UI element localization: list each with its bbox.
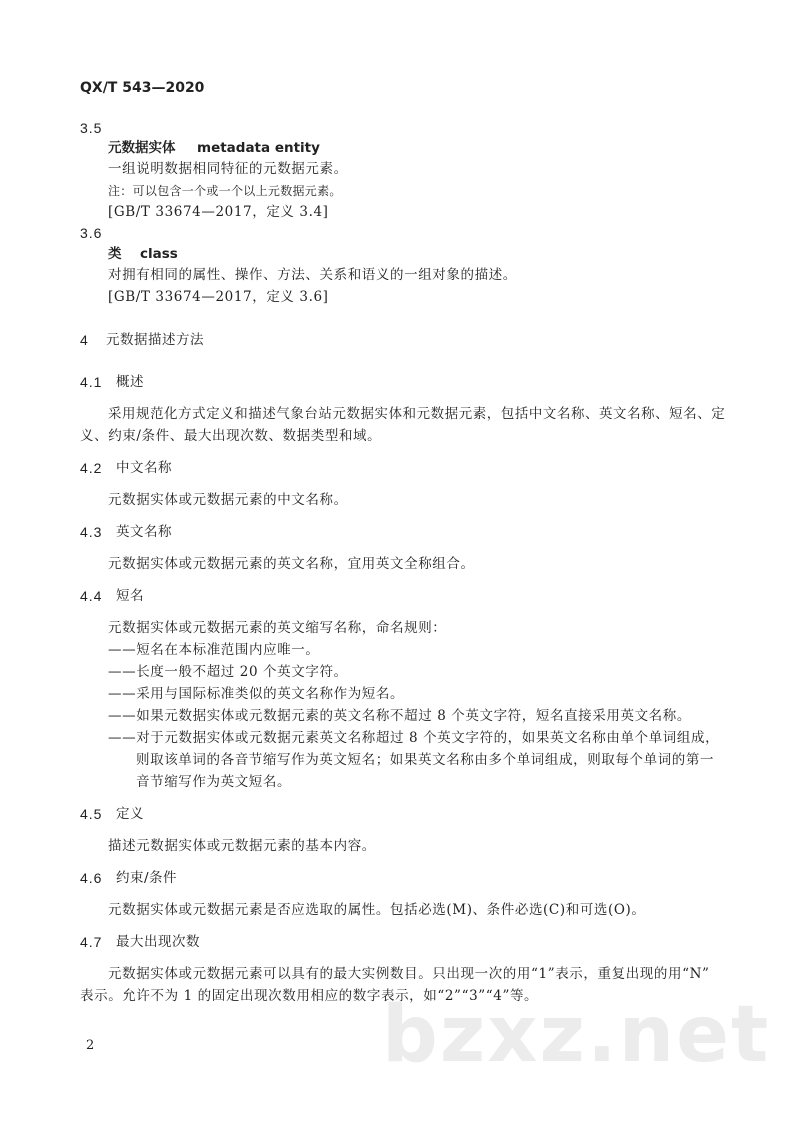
- paragraph-4-4-intro: 元数据实体或元数据元素的英文缩写名称，命名规则：: [108, 620, 447, 636]
- page-number: 2: [86, 1038, 95, 1053]
- section-number-4-3: 4.3: [80, 524, 103, 540]
- document-code: QX/T 543—2020: [80, 80, 205, 96]
- paragraph-4-5: 描述元数据实体或元数据元素的基本内容。: [108, 838, 376, 854]
- note-3-5: 注：可以包含一个或一个以上元数据元素。: [108, 184, 342, 198]
- section-number-4-5: 4.5: [80, 806, 103, 822]
- list-item: ——长度一般不超过 20 个英文字符。: [108, 664, 348, 680]
- section-title-4-5: 定义: [116, 806, 144, 822]
- paragraph-4-7-line-1: 元数据实体或元数据元素可以具有的最大实例数目。只出现一次的用“1”表示，重复出现的用“N”: [108, 966, 710, 982]
- section-title-4-3: 英文名称: [116, 524, 172, 540]
- list-item: ——短名在本标准范围内应唯一。: [108, 642, 320, 658]
- reference-3-6: [GB/T 33674—2017，定义 3.6]: [108, 289, 329, 305]
- term-english-3-5: metadata entity: [197, 140, 320, 156]
- list-item: ——采用与国际标准类似的英文名称作为短名。: [108, 686, 405, 702]
- section-number-4-2: 4.2: [80, 460, 103, 476]
- section-title-4-7: 最大出现次数: [116, 934, 200, 950]
- section-title-4-1: 概述: [116, 374, 144, 390]
- watermark: bzxz.net: [382, 990, 771, 1080]
- list-item-continuation: 则取该单词的各音节缩写作为英文短名；如果英文名称由多个单词组成，则取每个单词的第一: [136, 752, 715, 768]
- section-number-4-7: 4.7: [80, 934, 103, 950]
- paragraph-4-7-line-2: 表示。允许不为 1 的固定出现次数用相应的数字表示，如“2”“3”“4”等。: [80, 988, 539, 1004]
- section-title-4-2: 中文名称: [116, 460, 172, 476]
- list-item-continuation: 音节缩写作为英文短名。: [136, 774, 292, 790]
- section-title-4-6: 约束/条件: [116, 870, 178, 886]
- clause-number-3-6: 3.6: [80, 225, 103, 241]
- section-number-4-4: 4.4: [80, 588, 103, 604]
- list-item: ——如果元数据实体或元数据元素的英文名称不超过 8 个英文字符，短名直接采用英文名称。: [108, 708, 691, 724]
- list-item: ——对于元数据实体或元数据元素英文名称超过 8 个英文字符的，如果英文名称由单个单词组成，: [108, 730, 720, 746]
- section-title-4: 元数据描述方法: [106, 332, 204, 348]
- term-chinese-3-5: 元数据实体: [108, 140, 176, 156]
- paragraph-4-1-line-1: 采用规范化方式定义和描述气象台站元数据实体和元数据元素，包括中文名称、英文名称、短名、定: [108, 406, 726, 422]
- definition-3-5: 一组说明数据相同特征的元数据元素。: [108, 161, 348, 177]
- section-title-4-4: 短名: [116, 588, 144, 604]
- paragraph-4-1-line-2: 义、约束/条件、最大出现次数、数据类型和域。: [80, 428, 382, 444]
- section-number-4-6: 4.6: [80, 870, 103, 886]
- clause-number-3-5: 3.5: [80, 120, 103, 136]
- reference-3-5: [GB/T 33674—2017，定义 3.4]: [108, 204, 329, 220]
- section-number-4: 4: [80, 332, 89, 348]
- term-chinese-3-6: 类: [108, 246, 122, 262]
- section-number-4-1: 4.1: [80, 374, 103, 390]
- paragraph-4-6: 元数据实体或元数据元素是否应选取的属性。包括必选(M)、条件必选(C)和可选(O)。: [108, 902, 646, 918]
- term-english-3-6: class: [140, 246, 178, 262]
- definition-3-6: 对拥有相同的属性、操作、方法、关系和语义的一组对象的描述。: [108, 267, 517, 283]
- paragraph-4-2: 元数据实体或元数据元素的中文名称。: [108, 492, 348, 508]
- paragraph-4-3: 元数据实体或元数据元素的英文名称，宜用英文全称组合。: [108, 556, 475, 572]
